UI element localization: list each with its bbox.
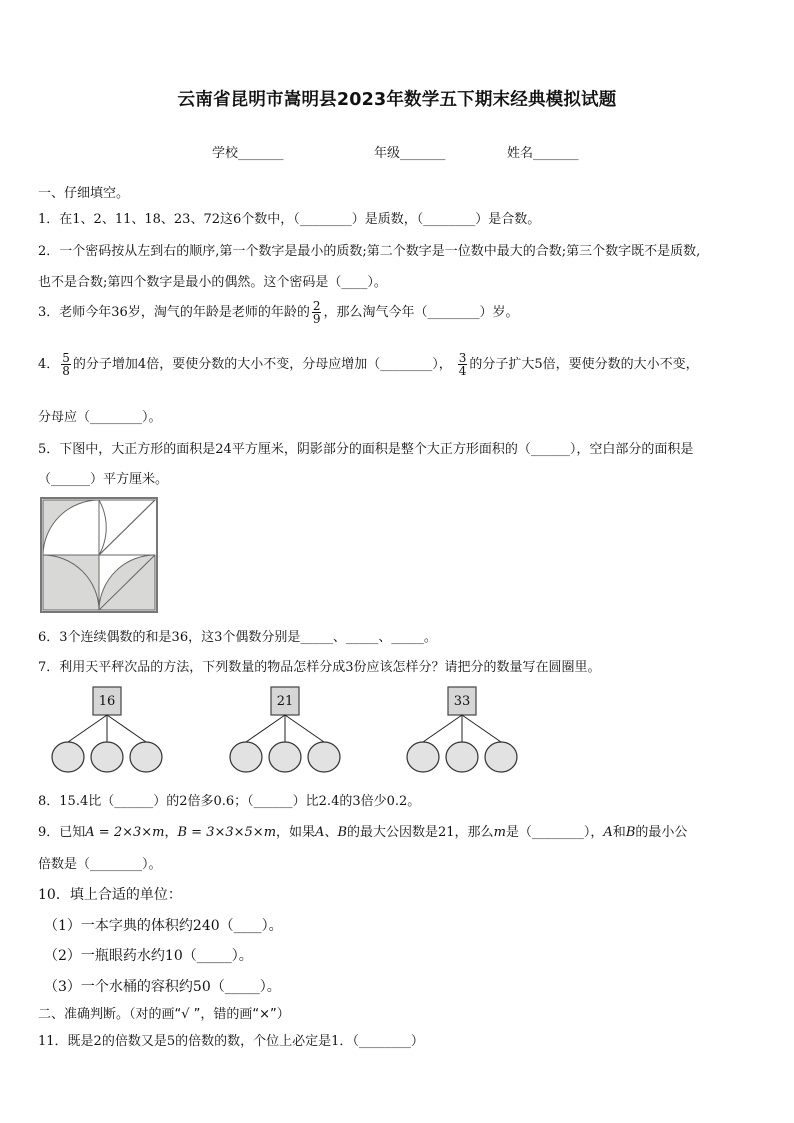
section-heading-2: 二、准确判断。（对的画“√ ”，错的画“×”） <box>38 1007 290 1022</box>
diagram-box-33: 33 <box>453 694 471 709</box>
question-1: 1．在1、2、11、18、23、72这6个数中，（________）是质数，（________）是合数。 <box>38 212 541 227</box>
question-2-line2: 也不是合数;第四个数字是最小的偶然。这个密码是（____）。 <box>38 275 387 290</box>
question-10-item-1: （1）一本字典的体积约240（____）。 <box>44 918 283 934</box>
expression-b: B = 3×3×5×m <box>177 825 277 840</box>
school-field: 学校_______ <box>212 146 284 161</box>
question-10-heading: 10．填上合适的单位： <box>38 887 182 903</box>
var-a-2: A <box>603 825 613 840</box>
var-b-2: B <box>625 825 636 840</box>
question-3 <box>38 300 518 325</box>
fraction-denominator: 8 <box>62 364 70 378</box>
q9-dun: 、 <box>324 825 338 840</box>
page-title: 云南省昆明市嵩明县2023年数学五下期末经典模拟试题 <box>177 90 617 110</box>
question-11: 11．既是2的倍数又是5的倍数的数，个位上必定是1．（________） <box>38 1034 424 1049</box>
fraction-denominator: 9 <box>312 312 321 326</box>
var-b: B <box>337 825 348 840</box>
var-m: m <box>493 825 506 840</box>
diagram-box-21: 21 <box>276 694 294 709</box>
fraction-3-4 <box>458 352 468 377</box>
question-9-line2: 倍数是（________）。 <box>38 857 162 872</box>
question-3-text-end: ，那么淘气今年（________）岁。 <box>323 305 519 320</box>
q9-text-4: 是（________）， <box>505 825 604 840</box>
q9-text-2: ，如果 <box>276 825 316 840</box>
q9-text-3: 的最大公因数是21，那么 <box>347 825 494 840</box>
question-6: 6．3个连续偶数的和是36，这3个偶数分别是_____、_____、_____。 <box>38 630 437 645</box>
fraction-denominator: 4 <box>458 364 467 378</box>
question-2-line1: 2．一个密码按从左到右的顺序,第一个数字是最小的质数;第二个数字是一位数中最大的合数;第三个数字既不是质数, <box>38 244 701 259</box>
question-4-text-2: 的分子扩大5倍，要使分数的大小不变， <box>469 357 699 372</box>
q9-he: 和 <box>612 825 626 840</box>
fraction-numerator: 3 <box>458 351 467 365</box>
question-10-item-3: （3）一个水桶的容积约50（_____）。 <box>44 979 281 995</box>
section-heading-1: 一、仔细填空。 <box>38 186 130 201</box>
q9-sep: ， <box>164 825 178 840</box>
fraction-numerator: 2 <box>312 299 321 313</box>
question-10-item-2: （2）一瓶眼药水约10（_____）。 <box>44 948 253 964</box>
fraction-5-8 <box>61 352 71 377</box>
question-7: 7．利用天平秤次品的方法，下列数量的物品怎样分成3份应该怎样分？请把分的数量写在圆圈里。 <box>38 660 601 675</box>
diagram-box-16: 16 <box>98 694 116 709</box>
question-5-line2: （______）平方厘米。 <box>38 472 169 487</box>
question-3-text: 3．老师今年36岁，淘气的年龄是老师的年龄的 <box>38 305 310 320</box>
fraction-2-9 <box>312 300 322 325</box>
question-4 <box>38 352 699 377</box>
question-9 <box>38 821 687 840</box>
question-4-number: 4． <box>38 357 60 372</box>
question-5-line1: 5．下图中，大正方形的面积是24平方厘米，阴影部分的面积是整个大正方形面积的（______），空白部分的面积是 <box>38 442 694 457</box>
q9-text: 9．已知 <box>38 825 86 840</box>
question-4-text: 的分子增加4倍，要使分数的大小不变，分母应增加（________）， <box>72 357 452 372</box>
fraction-numerator: 5 <box>62 351 70 365</box>
grade-field: 年级_______ <box>374 146 446 161</box>
question-4-line2: 分母应（________）。 <box>38 410 162 425</box>
question-8: 8．15.4比（______）的2倍多0.6；（______）比2.4的3倍少0.2。 <box>38 794 421 809</box>
q9-text-5: 的最小公 <box>635 825 688 840</box>
var-a: A <box>315 825 325 840</box>
square-figure <box>40 497 158 613</box>
expression-a: A = 2×3×m <box>85 825 165 840</box>
name-field: 姓名_______ <box>507 146 579 161</box>
